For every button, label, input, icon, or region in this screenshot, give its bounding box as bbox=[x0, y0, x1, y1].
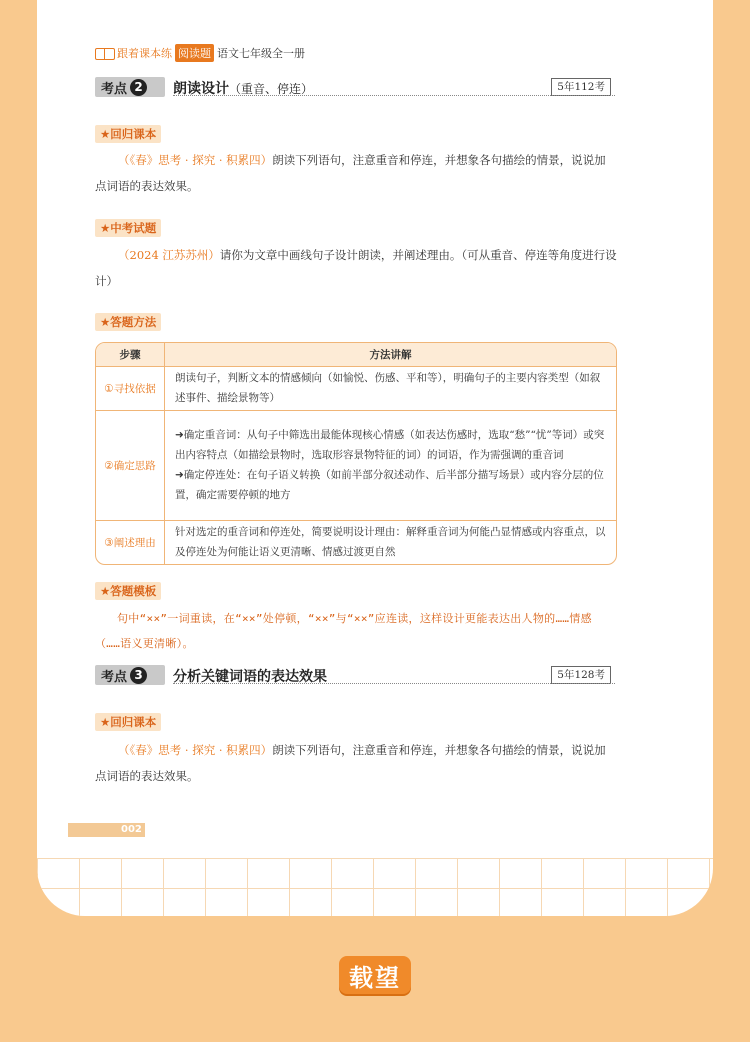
section-label-text: 考点 bbox=[101, 81, 128, 97]
section-subtitle: （重音、停连） bbox=[229, 82, 314, 96]
paragraph-text: 请你为文章中画线句子设计朗读，并阐述理由。（可从重音、停连等角度进行设计） bbox=[95, 248, 617, 288]
paragraph-text: 朗读下列语句，注意重音和停连，并想象各句描绘的情景，说说加点词语的表达效果。 bbox=[95, 153, 606, 193]
answer-template-tag: ★答题模板 bbox=[95, 582, 161, 600]
dotted-divider bbox=[173, 683, 615, 684]
section-number-badge: 3 bbox=[130, 667, 147, 684]
section-3-title: 分析关键词语的表达效果 bbox=[173, 669, 327, 685]
section-2-label bbox=[95, 77, 165, 97]
header-step: 步骤 bbox=[96, 343, 165, 366]
section-title-text: 朗读设计 bbox=[173, 81, 229, 97]
section-3-label bbox=[95, 665, 165, 685]
answer-method-tag: ★答题方法 bbox=[95, 313, 161, 331]
method-table bbox=[95, 342, 617, 565]
book-title: 语文七年级全一册 bbox=[217, 46, 305, 60]
explanation-line: ➜确定停连处：在句子语义转换（如前半部分叙述动作、后半部分描写场景）或内容分层的位置，确定需要停顿的地方 bbox=[175, 469, 604, 501]
dotted-divider bbox=[173, 95, 615, 96]
step-explanation bbox=[165, 410, 616, 520]
table-row bbox=[96, 366, 616, 411]
exam-question-paragraph bbox=[95, 242, 617, 294]
source-note: （《春》思考 · 探究 · 积累四） bbox=[118, 743, 273, 757]
frequency-badge: 5年112考 bbox=[551, 78, 611, 96]
step-explanation bbox=[165, 366, 616, 410]
back-to-book-paragraph bbox=[95, 737, 617, 789]
book-icon bbox=[95, 47, 115, 59]
answer-template-text: 句中“××”一词重读，在“××”处停顿，“××”与“××”应连读，这样设计更能表达出人物的……情感（……语义更清晰）。 bbox=[95, 612, 592, 650]
paragraph-text: 朗读下列语句，注意重音和停连，并想象各句描绘的情景，说说加点词语的表达效果。 bbox=[95, 743, 606, 783]
page-number: 002 bbox=[118, 823, 145, 837]
section-label-text: 考点 bbox=[101, 669, 128, 685]
section-2-header bbox=[95, 77, 615, 99]
table-row bbox=[96, 410, 616, 521]
exam-question-tag: ★中考试题 bbox=[95, 219, 161, 237]
explanation-line: 朗读句子，判断文本的情感倾向（如愉悦、伤感、平和等），明确句子的主要内容类型（如叙述事件、描绘景物等） bbox=[175, 372, 601, 404]
step-explanation bbox=[165, 520, 616, 564]
step-label: ③阐述理由 bbox=[96, 520, 165, 564]
back-to-book-paragraph bbox=[95, 147, 617, 199]
brand-logo: 载望 bbox=[339, 956, 411, 994]
explanation-line: 针对选定的重音词和停连处，简要说明设计理由：解释重音词为何能凸显情感或内容重点，以及停连处为何能让语义更清晰、情感过渡更自然 bbox=[175, 526, 606, 558]
section-number-badge: 2 bbox=[130, 79, 147, 96]
header-explanation: 方法讲解 bbox=[369, 348, 412, 361]
source-note: （《春》思考 · 探究 · 积累四） bbox=[118, 153, 273, 167]
back-to-book-tag: ★回归课本 bbox=[95, 125, 161, 143]
back-to-book-tag: ★回归课本 bbox=[95, 713, 161, 731]
step-label: ②确定思路 bbox=[96, 410, 165, 520]
step-label: ①寻找依据 bbox=[96, 366, 165, 410]
explanation-line: ➜确定重音词：从句子中筛选出最能体现核心情感（如表达伤感时，选取“愁”“忧”等词）或突出内容特点（如描绘景物时，选取形容景物特征的词）的词语，作为需强调的重音词 bbox=[175, 429, 605, 461]
series-tag: 阅读题 bbox=[175, 44, 214, 62]
table-row bbox=[96, 520, 616, 564]
running-header bbox=[95, 44, 305, 61]
frequency-badge: 5年128考 bbox=[551, 666, 611, 684]
source-note: （2024 江苏苏州） bbox=[118, 248, 220, 262]
table-header-row bbox=[96, 343, 616, 367]
page-number-bar bbox=[68, 823, 118, 837]
section-3-header bbox=[95, 665, 615, 687]
series-name: 跟着课本练 bbox=[117, 46, 172, 60]
